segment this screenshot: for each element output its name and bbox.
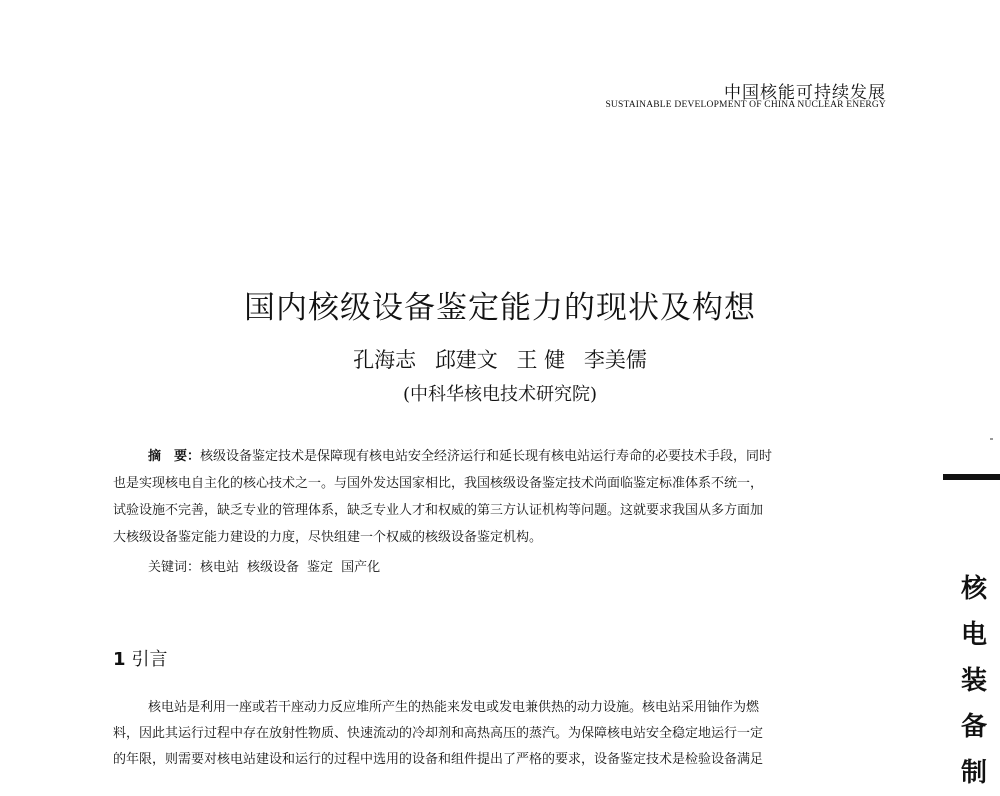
keyword: 核电站 xyxy=(200,560,240,575)
author-name: 王 健 xyxy=(516,348,566,372)
abstract-line: 大核级设备鉴定能力建设的力度，尽快组建一个权威的核级设备鉴定机构。 xyxy=(113,530,543,545)
author-affiliation: (中科华核电技术研究院) xyxy=(402,384,598,405)
abstract-line: 试验设施不完善，缺乏专业的管理体系，缺乏专业人才和权威的第三方认证机构等问题。这就要求我国从多方面加 xyxy=(113,503,764,518)
section-number: 1 xyxy=(113,649,126,670)
side-tab-bar xyxy=(943,474,1000,480)
abstract-label: 摘 要： xyxy=(148,449,201,464)
author-name: 李美儒 xyxy=(583,348,647,372)
side-tab-char: 制 xyxy=(960,758,987,788)
side-tab-label xyxy=(956,566,992,796)
paper-title: 国内核级设备鉴定能力的现状及构想 xyxy=(244,290,756,326)
abstract-line: 也是实现核电自主化的核心技术之一。与国外发达国家相比，我国核级设备鉴定技术尚面临鉴定标准体系不统一， xyxy=(113,476,764,491)
keyword: 国产化 xyxy=(341,560,381,575)
abstract-line xyxy=(148,445,772,464)
abstract-text: 核级设备鉴定技术是保障现有核电站安全经济运行和延长现有核电站运行寿命的必要技术手段，同时 xyxy=(200,449,773,464)
keyword: 核级设备 xyxy=(247,560,300,575)
side-tab-char: 装 xyxy=(960,666,987,696)
margin-mark xyxy=(990,438,993,440)
paragraph-line: 料，因此其运行过程中存在放射性物质、快速流动的冷却剂和高热高压的蒸汽。为保障核电站安全稳定地运行一定 xyxy=(113,726,764,741)
side-tab-char: 核 xyxy=(960,574,987,604)
section-heading xyxy=(113,645,168,671)
author-name: 邱建文 xyxy=(434,348,498,372)
paragraph-line: 的年限，则需要对核电站建设和运行的过程中选用的设备和组件提出了严格的要求，设备鉴定技术是检验设备满足 xyxy=(113,752,764,767)
keywords-label: 关键词： xyxy=(148,560,201,575)
paragraph-line: 核电站是利用一座或若干座动力反应堆所产生的热能来发电或发电兼供热的动力设施。核电站采用铀作为燃 xyxy=(148,700,760,715)
author-list xyxy=(0,344,1000,374)
side-tab-char: 备 xyxy=(960,712,987,742)
author-name: 孔海志 xyxy=(353,348,417,372)
journal-title-en: SUSTAINABLE DEVELOPMENT OF CHINA NUCLEAR ENERGY xyxy=(605,100,886,110)
side-tab-char: 电 xyxy=(960,620,987,650)
journal-title-cn: 中国核能可持续发展 xyxy=(724,83,886,103)
keywords-line xyxy=(148,556,388,575)
keyword: 鉴定 xyxy=(307,560,334,575)
section-title: 引言 xyxy=(131,649,168,670)
